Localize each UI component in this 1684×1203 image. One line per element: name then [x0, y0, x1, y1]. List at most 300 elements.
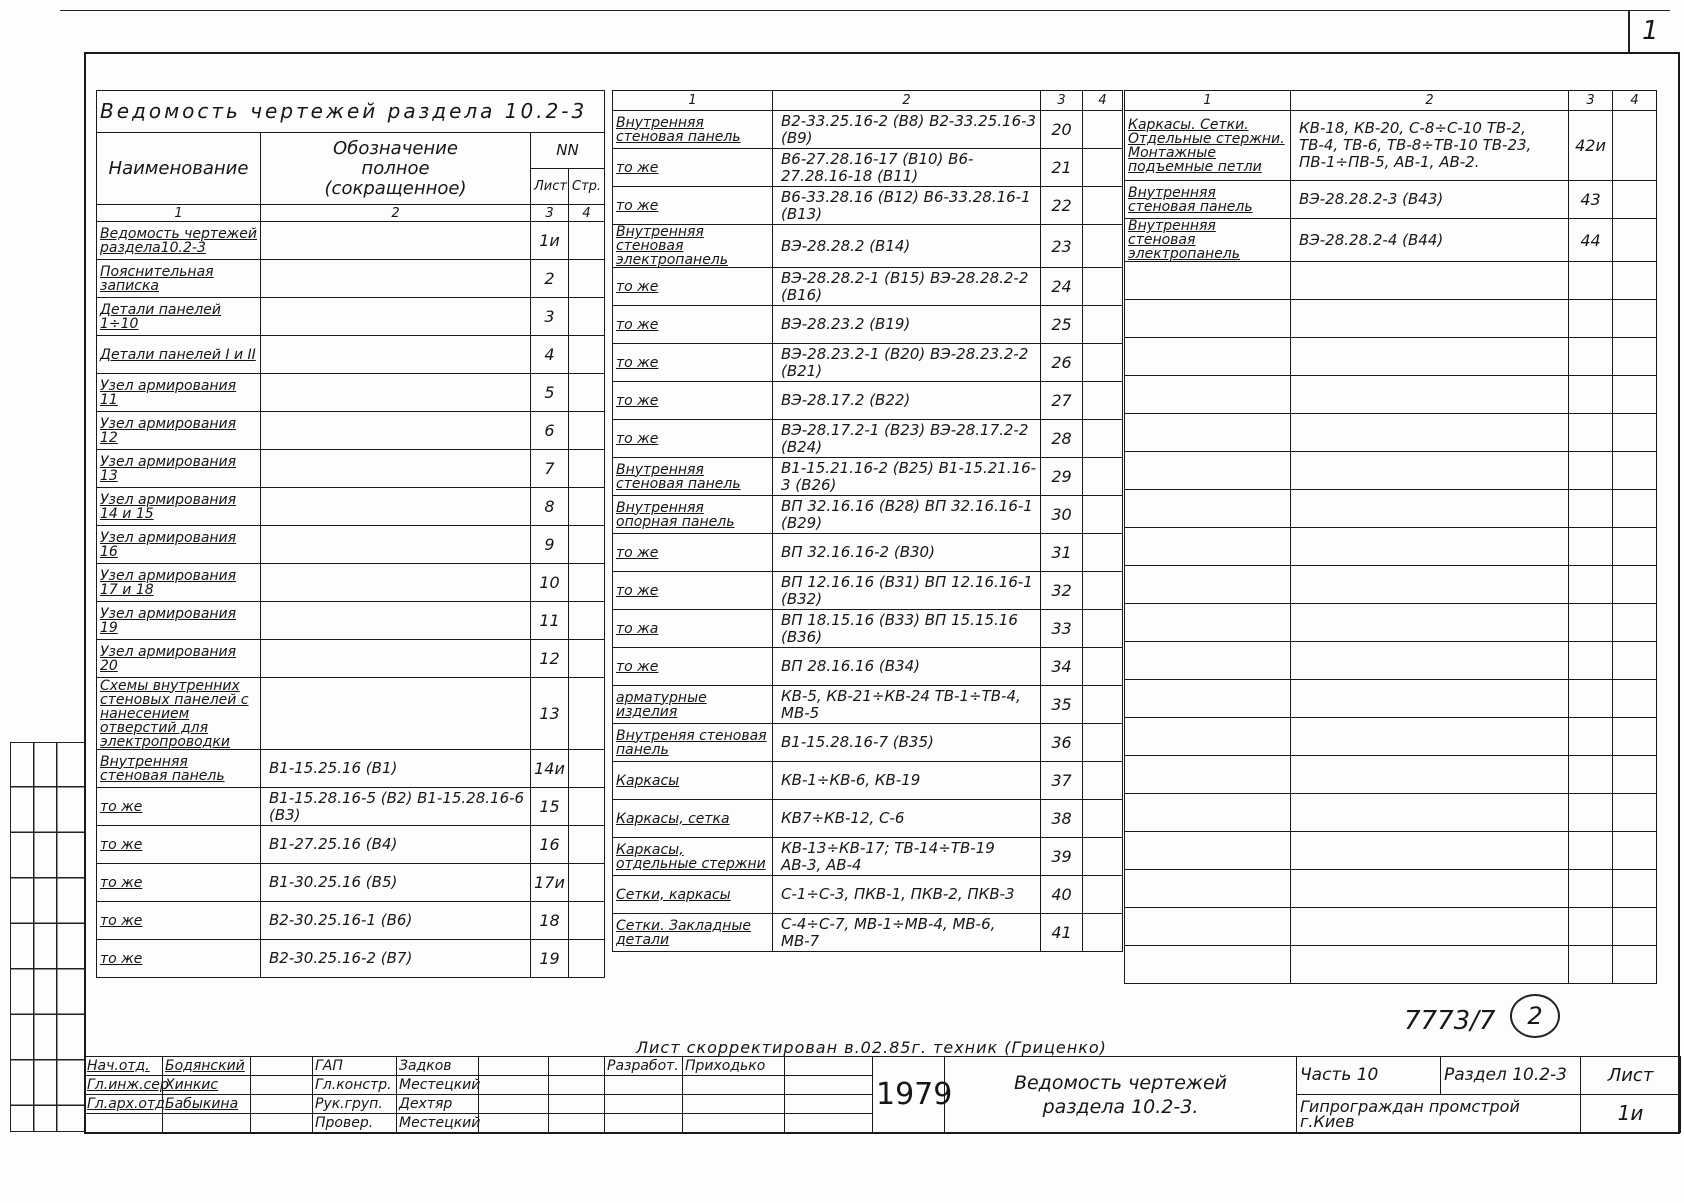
empty-row — [1125, 414, 1657, 452]
row-sheet: 19 — [531, 940, 569, 978]
row-designation: С-1÷С-3, ПКВ-1, ПКВ-2, ПКВ-3 — [773, 876, 1041, 914]
sheet-value: 1и — [1581, 1095, 1681, 1133]
row-sheet: 27 — [1041, 382, 1083, 420]
row-page — [569, 222, 605, 260]
row-name: то же — [613, 149, 773, 187]
row-sheet: 28 — [1041, 420, 1083, 458]
table-row — [97, 222, 605, 260]
circle-number-text: 2 — [1527, 1002, 1543, 1030]
row-name: Внутренняя стеновая панель — [613, 458, 773, 496]
colnum-3: 3 — [1569, 91, 1613, 111]
empty-row — [1125, 642, 1657, 680]
row-name: Внутреняя стеновая панель — [613, 724, 773, 762]
stamp-signature2 — [479, 1057, 549, 1076]
row-page — [1083, 610, 1123, 648]
section-label: Раздел 10.2-3 — [1441, 1057, 1581, 1095]
row-page — [569, 374, 605, 412]
row-sheet: 16 — [531, 826, 569, 864]
row-sheet: 25 — [1041, 306, 1083, 344]
row-sheet: 22 — [1041, 187, 1083, 225]
row-page — [1083, 225, 1123, 268]
row-name: Узел армирования 14 и 15 — [97, 488, 261, 526]
drawings-list-table-left — [96, 90, 605, 978]
empty-cell — [1613, 452, 1657, 490]
stamp-date — [549, 1076, 605, 1095]
table-row — [97, 902, 605, 940]
table-row — [613, 225, 1123, 268]
empty-cell — [1125, 300, 1291, 338]
stamp-role3 — [605, 1076, 683, 1095]
table-row — [613, 876, 1123, 914]
empty-cell — [1125, 794, 1291, 832]
stamp-role2: Рук.груп. — [313, 1095, 397, 1114]
row-sheet: 12 — [531, 640, 569, 678]
row-name: Каркасы, сетка — [613, 800, 773, 838]
stamp-signature — [251, 1057, 313, 1076]
stamp-row — [605, 1057, 873, 1076]
row-page — [569, 940, 605, 978]
row-name: то же — [97, 864, 261, 902]
row-designation: В1-30.25.16 (В5) — [261, 864, 531, 902]
table-row — [613, 534, 1123, 572]
stamp-row — [85, 1057, 605, 1076]
row-sheet: 18 — [531, 902, 569, 940]
top-edge-line — [60, 10, 1670, 11]
empty-cell — [1291, 262, 1569, 300]
row-name: арматурные изделия — [613, 686, 773, 724]
empty-cell — [1291, 908, 1569, 946]
drawings-list-table-middle — [612, 90, 1123, 952]
row-page — [569, 788, 605, 826]
colnum-3: 3 — [1041, 91, 1083, 111]
empty-cell — [1569, 338, 1613, 376]
colnum-4: 4 — [569, 205, 605, 222]
table-row — [97, 826, 605, 864]
empty-cell — [1569, 604, 1613, 642]
row-sheet: 35 — [1041, 686, 1083, 724]
stamp-signature3 — [785, 1114, 873, 1133]
empty-cell — [1613, 718, 1657, 756]
table-row — [1125, 111, 1657, 181]
circle-number — [1510, 994, 1560, 1038]
header-nn: NN — [531, 133, 605, 169]
row-page — [569, 750, 605, 788]
colnum-1: 1 — [97, 205, 261, 222]
colnum-4: 4 — [1083, 91, 1123, 111]
title-block-middle — [604, 1056, 873, 1133]
stamp-name2: Задков — [397, 1057, 479, 1076]
empty-cell — [1291, 490, 1569, 528]
empty-cell — [1613, 490, 1657, 528]
stamp-row — [605, 1095, 873, 1114]
stamp-role — [85, 1114, 163, 1133]
stamp-name2: Местецкий — [397, 1076, 479, 1095]
row-designation: В1-15.25.16 (В1) — [261, 750, 531, 788]
row-designation — [261, 640, 531, 678]
row-sheet: 15 — [531, 788, 569, 826]
row-page — [569, 336, 605, 374]
stamp-signature3 — [785, 1057, 873, 1076]
empty-row — [1125, 718, 1657, 756]
empty-cell — [1125, 908, 1291, 946]
row-sheet: 32 — [1041, 572, 1083, 610]
right-table-body — [1125, 111, 1657, 984]
row-page — [569, 826, 605, 864]
row-sheet: 36 — [1041, 724, 1083, 762]
binding-strip-lines — [10, 742, 84, 1132]
row-sheet: 1и — [531, 222, 569, 260]
empty-cell — [1125, 718, 1291, 756]
table-row — [613, 762, 1123, 800]
row-designation: КВ-1÷КВ-6, КВ-19 — [773, 762, 1041, 800]
header-designation: Обозначение полное (сокращенное) — [261, 133, 531, 205]
table-row — [613, 111, 1123, 149]
row-page — [569, 298, 605, 336]
row-designation — [261, 222, 531, 260]
row-sheet: 33 — [1041, 610, 1083, 648]
empty-cell — [1125, 490, 1291, 528]
empty-cell — [1569, 528, 1613, 566]
empty-cell — [1569, 794, 1613, 832]
empty-row — [1125, 756, 1657, 794]
empty-row — [1125, 262, 1657, 300]
row-name: Внутренняя стеновая панель — [1125, 181, 1291, 219]
table-row — [613, 268, 1123, 306]
row-page — [1083, 344, 1123, 382]
row-name: то же — [613, 344, 773, 382]
empty-cell — [1291, 338, 1569, 376]
document-number: 7773/7 — [1404, 1006, 1496, 1036]
header-list: Лист — [531, 169, 569, 205]
row-page — [569, 864, 605, 902]
row-page — [1083, 534, 1123, 572]
empty-cell — [1569, 946, 1613, 984]
empty-cell — [1125, 452, 1291, 490]
empty-row — [1125, 908, 1657, 946]
stamp-role3 — [605, 1095, 683, 1114]
row-name: Узел армирования 16 — [97, 526, 261, 564]
row-sheet: 10 — [531, 564, 569, 602]
row-name: Схемы внутренних стеновых панелей с нанесением отверстий для электропроводки — [97, 678, 261, 750]
row-page — [569, 602, 605, 640]
row-page — [569, 564, 605, 602]
row-name: то же — [97, 940, 261, 978]
empty-cell — [1613, 642, 1657, 680]
table-row — [1125, 181, 1657, 219]
table-row — [97, 602, 605, 640]
table-row — [1125, 219, 1657, 262]
empty-cell — [1291, 832, 1569, 870]
row-name: Внутренняя стеновая электропанель — [1125, 219, 1291, 262]
row-name: то же — [97, 826, 261, 864]
row-page — [1613, 219, 1657, 262]
table-row — [97, 678, 605, 750]
row-sheet: 37 — [1041, 762, 1083, 800]
row-designation: ВЭ-28.28.2-1 (В15) ВЭ-28.28.2-2 (В16) — [773, 268, 1041, 306]
row-page — [569, 678, 605, 750]
colnum-2: 2 — [1291, 91, 1569, 111]
empty-cell — [1613, 376, 1657, 414]
row-sheet: 29 — [1041, 458, 1083, 496]
empty-cell — [1613, 300, 1657, 338]
title-block-left — [84, 1056, 605, 1133]
empty-cell — [1125, 680, 1291, 718]
empty-row — [1125, 680, 1657, 718]
row-designation: В1-27.25.16 (В4) — [261, 826, 531, 864]
header-name: Наименование — [97, 133, 261, 205]
row-sheet: 30 — [1041, 496, 1083, 534]
row-designation — [261, 412, 531, 450]
row-name: Внутренняя стеновая панель — [613, 111, 773, 149]
empty-cell — [1569, 718, 1613, 756]
row-name: Узел армирования 20 — [97, 640, 261, 678]
empty-cell — [1613, 566, 1657, 604]
row-designation — [261, 298, 531, 336]
table-row — [613, 648, 1123, 686]
row-page — [1083, 496, 1123, 534]
row-designation: ВЭ-28.23.2-1 (В20) ВЭ-28.23.2-2 (В21) — [773, 344, 1041, 382]
row-page — [1083, 762, 1123, 800]
empty-cell — [1569, 262, 1613, 300]
empty-cell — [1613, 870, 1657, 908]
empty-row — [1125, 338, 1657, 376]
row-designation: ВЭ-28.17.2 (В22) — [773, 382, 1041, 420]
row-name: то же — [613, 572, 773, 610]
row-page — [569, 902, 605, 940]
stamp-role2: ГАП — [313, 1057, 397, 1076]
table-row — [613, 914, 1123, 952]
table-row — [613, 458, 1123, 496]
table-row — [97, 336, 605, 374]
row-page — [1083, 800, 1123, 838]
row-page — [1083, 572, 1123, 610]
row-designation: КВ-5, КВ-21÷КВ-24 ТВ-1÷ТВ-4, МВ-5 — [773, 686, 1041, 724]
colnum-1: 1 — [1125, 91, 1291, 111]
row-name: Каркасы — [613, 762, 773, 800]
stamp-signature — [251, 1095, 313, 1114]
row-sheet: 2 — [531, 260, 569, 298]
row-page — [1083, 268, 1123, 306]
table-row — [97, 412, 605, 450]
stamp-name3 — [683, 1076, 785, 1095]
empty-cell — [1291, 300, 1569, 338]
empty-cell — [1125, 870, 1291, 908]
empty-row — [1125, 376, 1657, 414]
empty-cell — [1125, 642, 1291, 680]
empty-cell — [1569, 376, 1613, 414]
row-page — [569, 488, 605, 526]
stamp-date — [549, 1095, 605, 1114]
part-label: Часть 10 — [1297, 1057, 1441, 1095]
empty-cell — [1291, 414, 1569, 452]
stamp-name3 — [683, 1095, 785, 1114]
row-name: Сетки, каркасы — [613, 876, 773, 914]
empty-row — [1125, 870, 1657, 908]
row-page — [1083, 838, 1123, 876]
row-name: Узел армирования 17 и 18 — [97, 564, 261, 602]
row-designation — [261, 602, 531, 640]
row-page — [1613, 111, 1657, 181]
row-name: то же — [613, 420, 773, 458]
row-page — [569, 260, 605, 298]
row-designation: В2-30.25.16-2 (В7) — [261, 940, 531, 978]
table-row — [97, 564, 605, 602]
table-row — [613, 382, 1123, 420]
empty-row — [1125, 490, 1657, 528]
table-row — [97, 750, 605, 788]
empty-cell — [1613, 338, 1657, 376]
empty-cell — [1569, 680, 1613, 718]
row-sheet: 34 — [1041, 648, 1083, 686]
row-designation: В1-15.21.16-2 (В25) В1-15.21.16-3 (В26) — [773, 458, 1041, 496]
empty-cell — [1291, 604, 1569, 642]
empty-row — [1125, 566, 1657, 604]
stamp-row — [605, 1076, 873, 1095]
empty-cell — [1613, 604, 1657, 642]
row-page — [1083, 420, 1123, 458]
row-sheet: 6 — [531, 412, 569, 450]
table-row — [613, 724, 1123, 762]
row-sheet: 11 — [531, 602, 569, 640]
empty-cell — [1125, 832, 1291, 870]
empty-row — [1125, 946, 1657, 984]
row-page — [1083, 876, 1123, 914]
stamp-name3: Приходько — [683, 1057, 785, 1076]
empty-cell — [1569, 642, 1613, 680]
table-row — [97, 640, 605, 678]
stamp-name — [163, 1114, 251, 1133]
row-name: то же — [613, 268, 773, 306]
row-designation: ВП 32.16.16 (В28) ВП 32.16.16-1 (В29) — [773, 496, 1041, 534]
empty-cell — [1125, 756, 1291, 794]
row-designation: В6-33.28.16 (В12) В6-33.28.16-1 (В13) — [773, 187, 1041, 225]
row-name: Узел армирования 11 — [97, 374, 261, 412]
row-designation: В1-15.28.16-5 (В2) В1-15.28.16-6 (В3) — [261, 788, 531, 826]
row-sheet: 8 — [531, 488, 569, 526]
row-page — [569, 526, 605, 564]
row-name: то же — [97, 902, 261, 940]
empty-cell — [1613, 908, 1657, 946]
stamp-signature — [251, 1076, 313, 1095]
stamp-signature3 — [785, 1076, 873, 1095]
empty-cell — [1125, 414, 1291, 452]
row-sheet: 14и — [531, 750, 569, 788]
row-designation: ВЭ-28.28.2-3 (В43) — [1291, 181, 1569, 219]
empty-cell — [1569, 300, 1613, 338]
row-page — [1083, 382, 1123, 420]
row-designation: ВЭ-28.28.2-4 (В44) — [1291, 219, 1569, 262]
empty-cell — [1569, 414, 1613, 452]
table-row — [613, 496, 1123, 534]
table-row — [97, 940, 605, 978]
table-row — [613, 838, 1123, 876]
row-name: Детали панелей 1÷10 — [97, 298, 261, 336]
row-name: Внутренняя стеновая панель — [97, 750, 261, 788]
stamp-role: Гл.инж.сер — [85, 1076, 163, 1095]
empty-cell — [1569, 452, 1613, 490]
table-row — [613, 686, 1123, 724]
row-page — [1083, 914, 1123, 952]
row-name: то же — [613, 648, 773, 686]
empty-cell — [1613, 756, 1657, 794]
row-designation: ВЭ-28.17.2-1 (В23) ВЭ-28.17.2-2 (В24) — [773, 420, 1041, 458]
row-page — [1083, 306, 1123, 344]
table-row — [613, 306, 1123, 344]
row-page — [1613, 181, 1657, 219]
row-name: Сетки. Закладные детали — [613, 914, 773, 952]
row-designation — [261, 678, 531, 750]
table-row — [613, 572, 1123, 610]
row-designation — [261, 526, 531, 564]
empty-cell — [1125, 604, 1291, 642]
stamp-signature2 — [479, 1076, 549, 1095]
empty-cell — [1125, 262, 1291, 300]
row-sheet: 13 — [531, 678, 569, 750]
row-sheet: 39 — [1041, 838, 1083, 876]
row-designation — [261, 336, 531, 374]
stamp-date — [549, 1114, 605, 1133]
row-page — [569, 412, 605, 450]
middle-table-body — [613, 111, 1123, 952]
row-sheet: 20 — [1041, 111, 1083, 149]
row-name: то же — [613, 187, 773, 225]
row-name: то же — [613, 534, 773, 572]
empty-row — [1125, 794, 1657, 832]
row-name: то жа — [613, 610, 773, 648]
row-designation: С-4÷С-7, МВ-1÷МВ-4, МВ-6, МВ-7 — [773, 914, 1041, 952]
row-page — [1083, 648, 1123, 686]
row-page — [1083, 724, 1123, 762]
row-designation: ВП 32.16.16-2 (В30) — [773, 534, 1041, 572]
row-name: Узел армирования 13 — [97, 450, 261, 488]
empty-row — [1125, 604, 1657, 642]
stamp-role: Гл.арх.отд — [85, 1095, 163, 1114]
empty-cell — [1291, 870, 1569, 908]
row-designation: ВП 18.15.16 (В33) ВП 15.15.16 (В36) — [773, 610, 1041, 648]
empty-cell — [1569, 908, 1613, 946]
empty-cell — [1291, 794, 1569, 832]
row-designation: В2-30.25.16-1 (В6) — [261, 902, 531, 940]
empty-cell — [1125, 566, 1291, 604]
empty-cell — [1291, 718, 1569, 756]
correction-note: Лист скорректирован в.02.85г. техник (Гриценко) — [636, 1038, 1107, 1057]
row-designation: КВ7÷КВ-12, С-6 — [773, 800, 1041, 838]
table-row — [613, 420, 1123, 458]
empty-cell — [1613, 414, 1657, 452]
stamp-row — [85, 1114, 605, 1133]
drawings-list-table-right — [1124, 90, 1657, 984]
table-row — [97, 298, 605, 336]
row-sheet: 41 — [1041, 914, 1083, 952]
stamp-signature2 — [479, 1114, 549, 1133]
row-sheet: 40 — [1041, 876, 1083, 914]
table-row — [97, 450, 605, 488]
table-row — [97, 488, 605, 526]
row-sheet: 43 — [1569, 181, 1613, 219]
colnum-2: 2 — [261, 205, 531, 222]
colnum-2: 2 — [773, 91, 1041, 111]
row-page — [569, 450, 605, 488]
empty-cell — [1291, 946, 1569, 984]
left-table-body — [97, 222, 605, 978]
empty-cell — [1291, 756, 1569, 794]
row-page — [1083, 187, 1123, 225]
table-row — [613, 610, 1123, 648]
row-designation: ВП 12.16.16 (В31) ВП 12.16.16-1 (В32) — [773, 572, 1041, 610]
row-sheet: 21 — [1041, 149, 1083, 187]
row-sheet: 26 — [1041, 344, 1083, 382]
row-sheet: 3 — [531, 298, 569, 336]
